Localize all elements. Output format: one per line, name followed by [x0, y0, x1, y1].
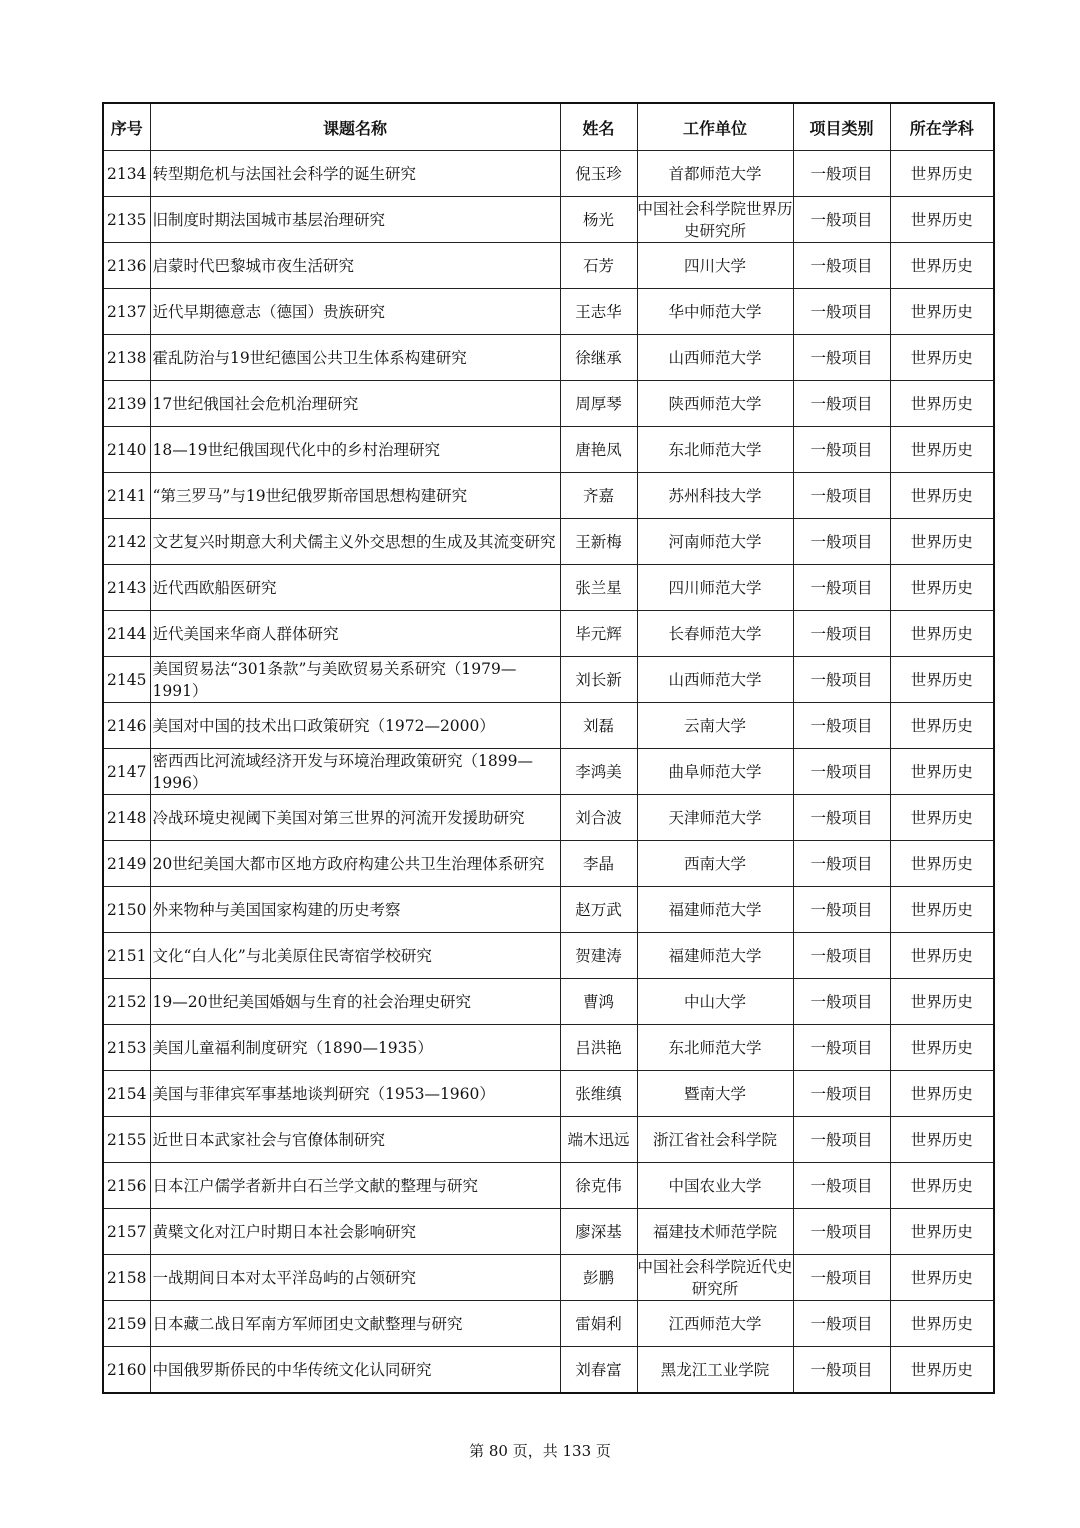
cell-name: 曹鸿	[560, 979, 637, 1025]
header-title: 课题名称	[150, 103, 560, 151]
cell-category: 一般项目	[793, 381, 890, 427]
table-row	[103, 887, 994, 933]
cell-title: 旧制度时期法国城市基层治理研究	[150, 197, 560, 243]
cell-unit: 陕西师范大学	[637, 381, 793, 427]
cell-category: 一般项目	[793, 1209, 890, 1255]
cell-category: 一般项目	[793, 657, 890, 703]
cell-category: 一般项目	[793, 519, 890, 565]
cell-discipline: 世界历史	[890, 841, 994, 887]
cell-title: 启蒙时代巴黎城市夜生活研究	[150, 243, 560, 289]
cell-seq: 2156	[103, 1163, 150, 1209]
cell-category: 一般项目	[793, 1255, 890, 1301]
table-row	[103, 243, 994, 289]
table-header-row	[103, 103, 994, 151]
cell-unit: 四川师范大学	[637, 565, 793, 611]
cell-seq: 2144	[103, 611, 150, 657]
cell-name: 贺建涛	[560, 933, 637, 979]
cell-name: 吕洪艳	[560, 1025, 637, 1071]
cell-unit: 中国社会科学院近代史研究所	[637, 1255, 793, 1301]
cell-name: 唐艳凤	[560, 427, 637, 473]
cell-category: 一般项目	[793, 979, 890, 1025]
cell-title: 文艺复兴时期意大利犬儒主义外交思想的生成及其流变研究	[150, 519, 560, 565]
cell-seq: 2154	[103, 1071, 150, 1117]
cell-category: 一般项目	[793, 795, 890, 841]
cell-title: 密西西比河流域经济开发与环境治理政策研究（1899—1996）	[150, 749, 560, 795]
cell-seq: 2159	[103, 1301, 150, 1347]
cell-discipline: 世界历史	[890, 1163, 994, 1209]
cell-discipline: 世界历史	[890, 1071, 994, 1117]
cell-unit: 首都师范大学	[637, 151, 793, 197]
cell-unit: 天津师范大学	[637, 795, 793, 841]
cell-category: 一般项目	[793, 289, 890, 335]
cell-unit: 浙江省社会科学院	[637, 1117, 793, 1163]
cell-name: 刘春富	[560, 1347, 637, 1394]
cell-title: 美国贸易法“301条款”与美欧贸易关系研究（1979—1991）	[150, 657, 560, 703]
cell-discipline: 世界历史	[890, 933, 994, 979]
cell-category: 一般项目	[793, 933, 890, 979]
cell-discipline: 世界历史	[890, 887, 994, 933]
cell-category: 一般项目	[793, 1071, 890, 1117]
cell-title: “第三罗马”与19世纪俄罗斯帝国思想构建研究	[150, 473, 560, 519]
cell-seq: 2145	[103, 657, 150, 703]
cell-category: 一般项目	[793, 427, 890, 473]
cell-seq: 2134	[103, 151, 150, 197]
table-row	[103, 381, 994, 427]
cell-name: 刘磊	[560, 703, 637, 749]
cell-name: 齐嘉	[560, 473, 637, 519]
cell-title: 冷战环境史视阈下美国对第三世界的河流开发援助研究	[150, 795, 560, 841]
table-row	[103, 519, 994, 565]
cell-unit: 中山大学	[637, 979, 793, 1025]
cell-unit: 暨南大学	[637, 1071, 793, 1117]
table-row	[103, 933, 994, 979]
table-row	[103, 151, 994, 197]
cell-title: 19—20世纪美国婚姻与生育的社会治理史研究	[150, 979, 560, 1025]
cell-discipline: 世界历史	[890, 151, 994, 197]
cell-unit: 福建技术师范学院	[637, 1209, 793, 1255]
table-row	[103, 657, 994, 703]
cell-name: 彭鹏	[560, 1255, 637, 1301]
cell-discipline: 世界历史	[890, 703, 994, 749]
cell-name: 徐克伟	[560, 1163, 637, 1209]
cell-unit: 苏州科技大学	[637, 473, 793, 519]
table-row	[103, 1209, 994, 1255]
cell-category: 一般项目	[793, 887, 890, 933]
cell-title: 日本江户儒学者新井白石兰学文献的整理与研究	[150, 1163, 560, 1209]
table-row	[103, 473, 994, 519]
cell-discipline: 世界历史	[890, 473, 994, 519]
cell-unit: 华中师范大学	[637, 289, 793, 335]
cell-title: 17世纪俄国社会危机治理研究	[150, 381, 560, 427]
cell-seq: 2137	[103, 289, 150, 335]
cell-name: 倪玉珍	[560, 151, 637, 197]
table-row	[103, 1347, 994, 1394]
cell-unit: 江西师范大学	[637, 1301, 793, 1347]
cell-unit: 东北师范大学	[637, 1025, 793, 1071]
cell-seq: 2146	[103, 703, 150, 749]
cell-name: 石芳	[560, 243, 637, 289]
cell-discipline: 世界历史	[890, 1347, 994, 1394]
cell-title: 近世日本武家社会与官僚体制研究	[150, 1117, 560, 1163]
cell-discipline: 世界历史	[890, 657, 994, 703]
cell-discipline: 世界历史	[890, 1301, 994, 1347]
cell-seq: 2139	[103, 381, 150, 427]
header-name: 姓名	[560, 103, 637, 151]
header-discipline: 所在学科	[890, 103, 994, 151]
cell-seq: 2140	[103, 427, 150, 473]
cell-discipline: 世界历史	[890, 1025, 994, 1071]
cell-title: 转型期危机与法国社会科学的诞生研究	[150, 151, 560, 197]
table-row	[103, 1163, 994, 1209]
cell-discipline: 世界历史	[890, 427, 994, 473]
cell-title: 近代早期德意志（德国）贵族研究	[150, 289, 560, 335]
cell-title: 近代美国来华商人群体研究	[150, 611, 560, 657]
cell-title: 美国对中国的技术出口政策研究（1972—2000）	[150, 703, 560, 749]
page-footer: 第 80 页，共 133 页	[469, 1442, 611, 1460]
cell-seq: 2147	[103, 749, 150, 795]
cell-seq: 2152	[103, 979, 150, 1025]
project-table	[102, 102, 995, 1394]
cell-category: 一般项目	[793, 473, 890, 519]
cell-seq: 2155	[103, 1117, 150, 1163]
cell-category: 一般项目	[793, 749, 890, 795]
cell-name: 雷娟利	[560, 1301, 637, 1347]
cell-title: 18—19世纪俄国现代化中的乡村治理研究	[150, 427, 560, 473]
cell-seq: 2157	[103, 1209, 150, 1255]
cell-discipline: 世界历史	[890, 795, 994, 841]
cell-unit: 河南师范大学	[637, 519, 793, 565]
cell-title: 日本藏二战日军南方军师团史文献整理与研究	[150, 1301, 560, 1347]
cell-category: 一般项目	[793, 151, 890, 197]
cell-category: 一般项目	[793, 1301, 890, 1347]
cell-discipline: 世界历史	[890, 381, 994, 427]
cell-unit: 长春师范大学	[637, 611, 793, 657]
cell-title: 一战期间日本对太平洋岛屿的占领研究	[150, 1255, 560, 1301]
cell-unit: 中国农业大学	[637, 1163, 793, 1209]
cell-name: 王新梅	[560, 519, 637, 565]
cell-name: 杨光	[560, 197, 637, 243]
cell-title: 美国与菲律宾军事基地谈判研究（1953—1960）	[150, 1071, 560, 1117]
cell-name: 王志华	[560, 289, 637, 335]
cell-seq: 2141	[103, 473, 150, 519]
cell-discipline: 世界历史	[890, 749, 994, 795]
cell-seq: 2150	[103, 887, 150, 933]
cell-name: 端木迅远	[560, 1117, 637, 1163]
table-row	[103, 841, 994, 887]
table-row	[103, 1025, 994, 1071]
cell-discipline: 世界历史	[890, 197, 994, 243]
cell-title: 霍乱防治与19世纪德国公共卫生体系构建研究	[150, 335, 560, 381]
cell-name: 张兰星	[560, 565, 637, 611]
cell-category: 一般项目	[793, 565, 890, 611]
cell-seq: 2135	[103, 197, 150, 243]
cell-discipline: 世界历史	[890, 1117, 994, 1163]
cell-unit: 四川大学	[637, 243, 793, 289]
cell-name: 徐继承	[560, 335, 637, 381]
table-row	[103, 611, 994, 657]
table-row	[103, 979, 994, 1025]
cell-seq: 2158	[103, 1255, 150, 1301]
table-row	[103, 1301, 994, 1347]
cell-name: 刘长新	[560, 657, 637, 703]
cell-unit: 东北师范大学	[637, 427, 793, 473]
table-row	[103, 1117, 994, 1163]
cell-category: 一般项目	[793, 611, 890, 657]
table-row	[103, 795, 994, 841]
table-row	[103, 749, 994, 795]
cell-seq: 2143	[103, 565, 150, 611]
cell-discipline: 世界历史	[890, 289, 994, 335]
cell-name: 毕元辉	[560, 611, 637, 657]
cell-title: 外来物种与美国国家构建的历史考察	[150, 887, 560, 933]
cell-category: 一般项目	[793, 1163, 890, 1209]
table-row	[103, 565, 994, 611]
cell-name: 周厚琴	[560, 381, 637, 427]
header-category: 项目类别	[793, 103, 890, 151]
table-row	[103, 1255, 994, 1301]
cell-seq: 2151	[103, 933, 150, 979]
cell-discipline: 世界历史	[890, 1209, 994, 1255]
cell-name: 刘合波	[560, 795, 637, 841]
table-row	[103, 427, 994, 473]
cell-seq: 2148	[103, 795, 150, 841]
cell-unit: 曲阜师范大学	[637, 749, 793, 795]
cell-seq: 2136	[103, 243, 150, 289]
table-row	[103, 289, 994, 335]
cell-category: 一般项目	[793, 1025, 890, 1071]
cell-seq: 2138	[103, 335, 150, 381]
cell-name: 李晶	[560, 841, 637, 887]
cell-title: 文化“白人化”与北美原住民寄宿学校研究	[150, 933, 560, 979]
cell-title: 20世纪美国大都市区地方政府构建公共卫生治理体系研究	[150, 841, 560, 887]
cell-unit: 福建师范大学	[637, 887, 793, 933]
cell-seq: 2153	[103, 1025, 150, 1071]
cell-category: 一般项目	[793, 335, 890, 381]
cell-seq: 2142	[103, 519, 150, 565]
cell-name: 张维缜	[560, 1071, 637, 1117]
cell-discipline: 世界历史	[890, 519, 994, 565]
cell-name: 李鸿美	[560, 749, 637, 795]
cell-discipline: 世界历史	[890, 979, 994, 1025]
cell-name: 赵万武	[560, 887, 637, 933]
cell-discipline: 世界历史	[890, 565, 994, 611]
cell-unit: 西南大学	[637, 841, 793, 887]
cell-seq: 2149	[103, 841, 150, 887]
cell-discipline: 世界历史	[890, 243, 994, 289]
cell-unit: 云南大学	[637, 703, 793, 749]
cell-discipline: 世界历史	[890, 611, 994, 657]
cell-seq: 2160	[103, 1347, 150, 1394]
header-unit: 工作单位	[637, 103, 793, 151]
cell-unit: 中国社会科学院世界历史研究所	[637, 197, 793, 243]
cell-category: 一般项目	[793, 243, 890, 289]
cell-unit: 山西师范大学	[637, 657, 793, 703]
cell-title: 中国俄罗斯侨民的中华传统文化认同研究	[150, 1347, 560, 1394]
cell-unit: 黑龙江工业学院	[637, 1347, 793, 1394]
cell-discipline: 世界历史	[890, 1255, 994, 1301]
table-row	[103, 703, 994, 749]
cell-unit: 福建师范大学	[637, 933, 793, 979]
cell-name: 廖深基	[560, 1209, 637, 1255]
cell-category: 一般项目	[793, 1117, 890, 1163]
cell-category: 一般项目	[793, 841, 890, 887]
header-seq: 序号	[103, 103, 150, 151]
cell-category: 一般项目	[793, 703, 890, 749]
cell-discipline: 世界历史	[890, 335, 994, 381]
cell-title: 黄檗文化对江户时期日本社会影响研究	[150, 1209, 560, 1255]
table-body	[103, 151, 994, 1394]
cell-title: 美国儿童福利制度研究（1890—1935）	[150, 1025, 560, 1071]
cell-category: 一般项目	[793, 1347, 890, 1394]
cell-unit: 山西师范大学	[637, 335, 793, 381]
cell-category: 一般项目	[793, 197, 890, 243]
table-row	[103, 335, 994, 381]
cell-title: 近代西欧船医研究	[150, 565, 560, 611]
table-row	[103, 197, 994, 243]
table-row	[103, 1071, 994, 1117]
